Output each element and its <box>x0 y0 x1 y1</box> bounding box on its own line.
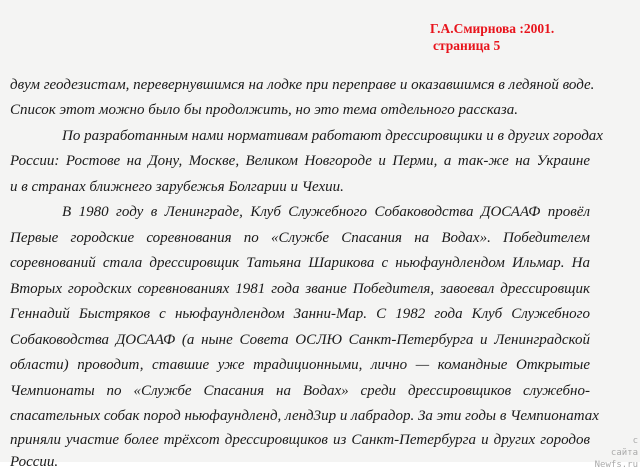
text-line: Первые городские соревнования по «Службе Спасания на Водах». Победителем <box>10 230 590 246</box>
text-line: Вторых городских соревнованиях 1981 года звание Победителя, завоевал дрессировщик <box>10 281 590 297</box>
watermark-line: Newfs.ru <box>594 460 638 470</box>
page-number-caption: страница 5 <box>433 38 501 53</box>
watermark-line: сайта <box>610 448 638 458</box>
text-line: Список этот можно было бы продолжить, но это тема отдельного рассказа. <box>10 102 519 118</box>
text-line: области) проводит, ставшие уже традиционными, лично — командные Открытые <box>10 357 590 373</box>
text-line: В 1980 году в Ленинграде, Клуб Служебного Собаководства ДОСААФ провёл <box>62 204 590 220</box>
author-year-caption: Г.А.Смирнова :2001. <box>430 21 555 36</box>
text-line: спасательных собак пород ньюфаундленд, ленд3ир и лабрадор. За эти годы в Чемпионатах <box>10 408 599 424</box>
text-line: соревнований стала дрессировщик Татьяна Шарикова с ньюфаундлендом Ильмар. На <box>10 255 590 271</box>
text-line: России: Ростове на Дону, Москве, Великом Новгороде и Перми, а так-же на Украине <box>10 153 590 169</box>
text-line: двум геодезистам, перевернувшимся на лодке при переправе и оказавшимся в ледяной воде. <box>10 77 595 93</box>
text-line: По разработанным нами нормативам работают дрессировщики и в других городах <box>62 128 603 144</box>
text-line: Чемпионаты по «Службе Спасания на Водах» среди дрессировщиков служебно- <box>10 383 590 399</box>
text-line: приняли участие более трёхсот дрессировщиков из Санкт-Петербурга и других городов <box>10 432 590 448</box>
watermark-line: с <box>632 436 638 446</box>
text-line: Собаководства ДОСААФ (а ныне Совета ОСЛЮ Санкт-Петербурга и Ленинградской <box>10 332 590 348</box>
text-line: и в странах ближнего зарубежья Болгарии и Чехии. <box>10 179 344 195</box>
text-line: Геннадий Быстряков с ньюфаундлендом Занни-Мар. С 1982 года Клуб Служебного <box>10 306 590 322</box>
text-line: России. <box>10 454 59 470</box>
